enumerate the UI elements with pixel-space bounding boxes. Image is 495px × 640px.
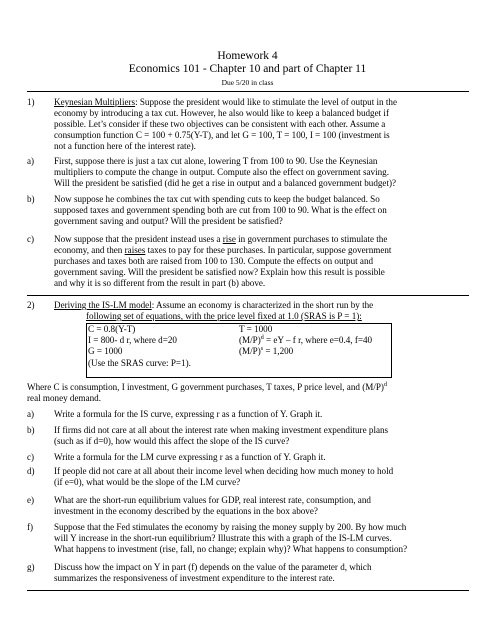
q2-where-line-2: real money demand. [27,393,101,403]
q1-line-4: consumption function C = 100 + 0.75(Y-T), and let G = 100, T = 100, I = 100 (investment is [54,130,390,140]
q2c-label: c) [27,452,35,462]
eq-money-supply-post: = 1,200 [263,346,294,356]
q1a-line-2: multipliers to compute the change in output. Compute also the effect on government saving. [54,167,389,177]
due-date: Due 5/20 in class [221,78,274,87]
q2f-line-2: will Y increase in the short-run equilibrium? Illustrate this with a graph of the IS-LM curves. [54,533,392,543]
q1-line-5: not a function here of the interest rate). [54,141,196,151]
q1c-line-1-pre: Now suppose that the president instead uses a [54,234,223,244]
q2-where-line-1 [27,382,387,393]
q1c-line-5: and why it is so different from the result in part (b) above. [54,278,266,288]
q2g-line-2: summarizes the responsiveness of investment expenditure to the interest rate. [54,573,335,583]
q2d-line-1: If people did not care at all about their income level when deciding how much money to hold [54,466,394,476]
eq-money-demand-sup: d [260,334,264,341]
q1-line-3: possible. Let’s consider if these two objectives can be consistent with each other. Assume a [54,119,386,129]
q2b-label: b) [27,425,35,435]
q1-line-2: economy by introducing a tax cut. However, he also would like to keep a balanced budget if [54,108,389,118]
q2-line-1 [54,300,373,311]
q1a-line-1: First, suppose there is just a tax cut alone, lowering T from 100 to 90. Use the Keynesian [54,156,378,166]
q2-where-text: Where C is consumption, I investment, G government purchases, T taxes, P price level, and (M/P) [27,382,384,392]
eq-money-supply-pre: (M/P) [239,346,261,356]
eq-money-supply-sup: s [260,345,264,352]
q1c-line-1 [54,234,387,245]
q1c-line-1-post: in government purchases to stimulate the [235,234,388,244]
q1b-line-2: supposed taxes and government spending both are cut from 100 to 90. What is the effect on [54,205,387,215]
q1c-line-4: government saving. Will the president be satisfied now? Explain how this result is possible [54,267,385,277]
q1b-label: b) [27,194,35,204]
q2-where-sup: d [383,381,387,388]
footer-divider [27,590,469,591]
q1-line-1-text: : Suppose the president would like to stimulate the level of output in the [135,97,397,107]
q1c-line-3: purchases and taxes both are raised from 100 to 130. Compute the effects on output and [54,256,374,266]
eq-taxes: T = 1000 [239,324,273,334]
q2e-label: e) [27,495,35,505]
q2-number: 2) [27,300,35,310]
q1a-line-3: Will the president be satisfied (did he get a rise in output and a balanced government budget)? [54,178,397,188]
eq-money-demand [239,335,372,346]
q2b-line-2: (such as if d=0), how would this affect the slope of the IS curve? [54,436,290,446]
q1c-label: c) [27,234,35,244]
eq-money-supply [239,346,293,357]
page-subtitle: Economics 101 - Chapter 10 and part of Chapter 11 [128,63,367,75]
eq-money-demand-post: = eY – f r, where e=0.4, f=40 [263,335,373,345]
q1b-line-3: government saving and output? Will the president be satisfied? [54,216,283,226]
q2f-line-1: Suppose that the Fed stimulates the economy by raising the money supply by 200. By how much [54,522,407,532]
q2e-line-1: What are the short-run equilibrium values for GDP, real interest rate, consumption, and [54,495,371,505]
header-divider [27,91,469,92]
q2a-line-1: Write a formula for the IS curve, expressing r as a function of Y. Graph it. [54,409,323,419]
q2b-line-1: If firms did not care at all about the interest rate when making investment expenditure plans [54,425,389,435]
q1c-line-2-post: taxes to pay for these purchases. In particular, suppose government [145,245,392,255]
q1c-line-2 [54,245,391,256]
eq-consumption: C = 0.8(Y-T) [88,324,136,334]
q1-number: 1) [27,97,35,107]
q2d-label: d) [27,466,35,476]
q1-divider [27,295,469,296]
q1-heading: Keynesian Multipliers [54,97,136,107]
q2-line-1-text: : Assume an economy is characterized in the short run by the [151,300,374,310]
q2f-label: f) [27,522,34,532]
eq-government: G = 1000 [88,346,123,356]
q2d-line-2: (if e=0), what would be the slope of the LM curve? [54,477,241,487]
q2-line-2: following set of equations, with the price level fixed at 1.0 (SRAS is P = 1): [86,311,362,321]
q2c-line-1: Write a formula for the LM curve expressing r as a function of Y. Graph it. [54,452,326,462]
q2a-label: a) [27,409,35,419]
q2e-line-2: investment in the economy described by the equations in the box above? [54,506,318,516]
eq-sras-note: (Use the SRAS curve: P=1). [88,358,191,368]
q1a-label: a) [27,156,35,166]
q2-heading: Deriving the IS-LM model [54,300,152,310]
q2f-line-3: What happens to investment (rise, fall, no change; explain why)? What happens to consumption? [54,544,408,554]
q1b-line-1: Now suppose he combines the tax cut with spending cuts to keep the budget balanced. So [54,194,380,204]
q1c-underlined-raises: raises [124,245,146,255]
eq-investment: I = 800- d r, where d=20 [88,335,177,345]
q1c-line-2-pre: economy, and then [54,245,125,255]
q2g-line-1: Discuss how the impact on Y in part (f) depends on the value of the parameter d, which [54,562,372,572]
q2g-label: g) [27,562,35,572]
page-title: Homework 4 [217,50,278,62]
q1-line-1 [54,97,397,108]
q1c-underlined-rise: rise [222,234,236,244]
eq-money-demand-pre: (M/P) [239,335,261,345]
